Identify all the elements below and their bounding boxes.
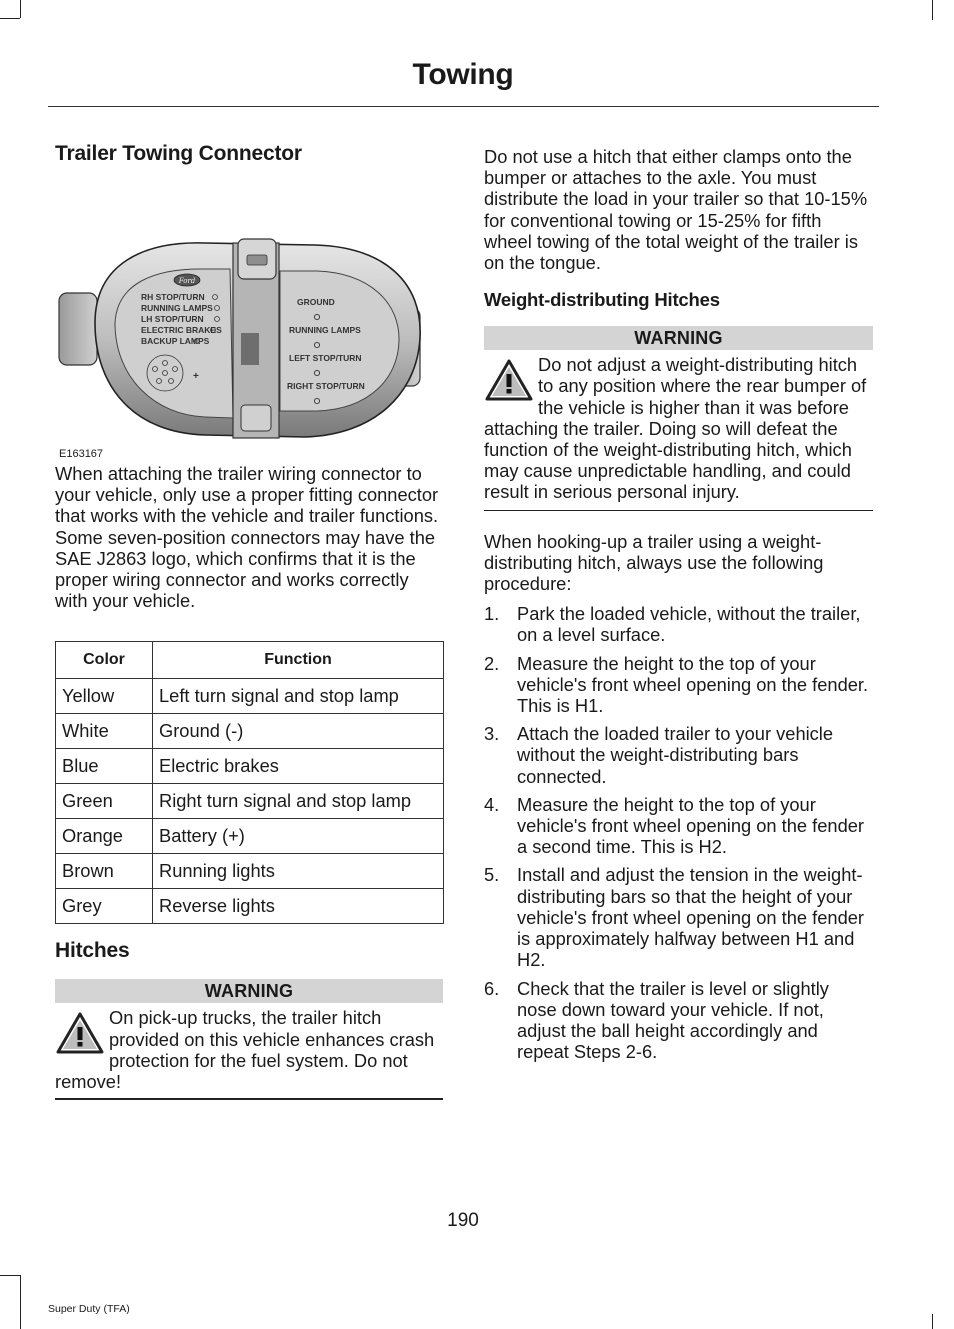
color-cell: Grey [56, 889, 153, 924]
warning-text: Do not adjust a weight-distributing hitch to any position where the rear bumper of the vehicle is higher than it was before attaching the trailer. Doing so will defeat the function of the weight-distributing hitch, which may cause unpredictable handling, and could result in serious personal injury. [484, 354, 867, 503]
svg-text:LH STOP/TURN: LH STOP/TURN [141, 314, 204, 324]
weight-distributing-warning [484, 326, 873, 510]
crop-mark [20, 0, 21, 18]
color-cell: Yellow [56, 679, 153, 714]
list-item [484, 653, 873, 717]
crop-mark [0, 1275, 20, 1276]
function-cell: Ground (-) [153, 714, 444, 749]
warning-label: WARNING [55, 979, 443, 1003]
connector-intro: When attaching the trailer wiring connector to your vehicle, only use a proper fitting connector that works with the vehicle and trailer functions. Some seven-position connectors may have the SAE J2863 logo, which confirms that it is the proper wiring connector and works correctly with your vehicle. [55, 463, 439, 612]
svg-text:RUNNING LAMPS: RUNNING LAMPS [289, 325, 361, 335]
section-title-hitches: Hitches [55, 939, 130, 963]
table-row [56, 749, 444, 784]
table-row [56, 679, 444, 714]
list-item [484, 978, 873, 1063]
function-cell: Right turn signal and stop lamp [153, 784, 444, 819]
step-number: 3. [484, 723, 500, 745]
table-header-row [56, 642, 444, 679]
warning-body [55, 1003, 443, 1092]
crop-mark [932, 0, 933, 20]
crop-mark [932, 1314, 933, 1329]
svg-text:Ford: Ford [178, 277, 196, 285]
list-item [484, 723, 873, 787]
svg-text:RUNNING LAMPS: RUNNING LAMPS [141, 303, 213, 313]
color-cell: Blue [56, 749, 153, 784]
table-row [56, 854, 444, 889]
crop-mark [0, 18, 20, 19]
function-cell: Electric brakes [153, 749, 444, 784]
color-cell: Green [56, 784, 153, 819]
step-number: 6. [484, 977, 500, 999]
function-cell: Running lights [153, 854, 444, 889]
right-column [484, 146, 873, 1062]
hitch-warning [55, 979, 443, 1100]
svg-text:RH STOP/TURN: RH STOP/TURN [141, 292, 205, 302]
function-cell: Left turn signal and stop lamp [153, 679, 444, 714]
procedure-intro: When hooking-up a trailer using a weight-distributing hitch, always use the following procedure: [484, 530, 824, 595]
step-text: Attach the loaded trailer to your vehicle without the weight-distributing bars connected. [517, 723, 834, 787]
wiring-table [55, 641, 444, 924]
step-text: Check that the trailer is level or slightly nose down toward your vehicle. If not, adjust the ball height accordingly and repeat Steps 2-6. [517, 977, 829, 1063]
step-text: Install and adjust the tension in the weight-distributing bars so that the height of your vehicle's front wheel opening on the fender is approximately halfway between H1 and H2. [517, 864, 865, 971]
svg-text:BACKUP LAMPS: BACKUP LAMPS [141, 336, 210, 346]
svg-text:ELECTRIC BRAKES: ELECTRIC BRAKES [141, 325, 222, 335]
color-cell: Brown [56, 854, 153, 889]
table-row [56, 819, 444, 854]
title-divider [48, 106, 879, 107]
svg-text:LEFT STOP/TURN: LEFT STOP/TURN [289, 353, 362, 363]
step-text: Measure the height to the top of your vehicle's front wheel opening on the fender a second time. This is H2. [517, 793, 865, 858]
table-row [56, 784, 444, 819]
list-item [484, 603, 873, 645]
function-cell: Reverse lights [153, 889, 444, 924]
connector-figure [55, 173, 443, 460]
step-number: 5. [484, 864, 500, 886]
step-text: Park the loaded vehicle, without the trailer, on a level surface. [517, 603, 861, 646]
trailer-connector-illustration [55, 173, 435, 453]
column-header: Color [56, 642, 153, 679]
step-number: 1. [484, 603, 500, 625]
color-cell: Orange [56, 819, 153, 854]
page-number: 190 [447, 1210, 479, 1231]
svg-text:+: + [193, 371, 199, 382]
warning-divider [55, 1098, 443, 1100]
footer-model: Super Duty (TFA) [48, 1303, 130, 1315]
warning-label: WARNING [484, 326, 873, 350]
svg-text:RIGHT STOP/TURN: RIGHT STOP/TURN [287, 381, 365, 391]
step-number: 2. [484, 652, 500, 674]
step-number: 4. [484, 793, 500, 815]
svg-text:GROUND: GROUND [297, 297, 335, 307]
warning-divider [484, 510, 873, 511]
left-column [55, 142, 443, 1100]
crop-mark [20, 1275, 21, 1329]
figure-code: E163167 [59, 448, 104, 460]
list-item [484, 794, 873, 858]
warning-body [484, 350, 873, 502]
step-text: Measure the height to the top of your vehicle's front wheel opening on the fender. This is H1. [517, 652, 869, 717]
column-header: Function [153, 642, 444, 679]
procedure-steps [484, 603, 873, 1062]
warning-triangle-icon [55, 1011, 105, 1055]
section-title-weight-distributing: Weight-distributing Hitches [484, 289, 720, 311]
function-cell: Battery (+) [153, 819, 444, 854]
table-row [56, 889, 444, 924]
warning-text: On pick-up trucks, the trailer hitch provided on this vehicle enhances crash protection for the fuel system. Do not remove! [55, 1007, 435, 1093]
list-item [484, 864, 873, 970]
hitch-load-intro: Do not use a hitch that either clamps onto the bumper or attaches to the axle. You must distribute the load in your trailer so that 10-15% for conventional towing or 15-25% for fifth wheel towing of the total weight of the trailer is on the tongue. [484, 146, 868, 274]
section-title-connector: Trailer Towing Connector [55, 142, 302, 165]
table-row [56, 714, 444, 749]
page-title: Towing [412, 58, 514, 91]
color-cell: White [56, 714, 153, 749]
warning-triangle-icon [484, 358, 534, 402]
